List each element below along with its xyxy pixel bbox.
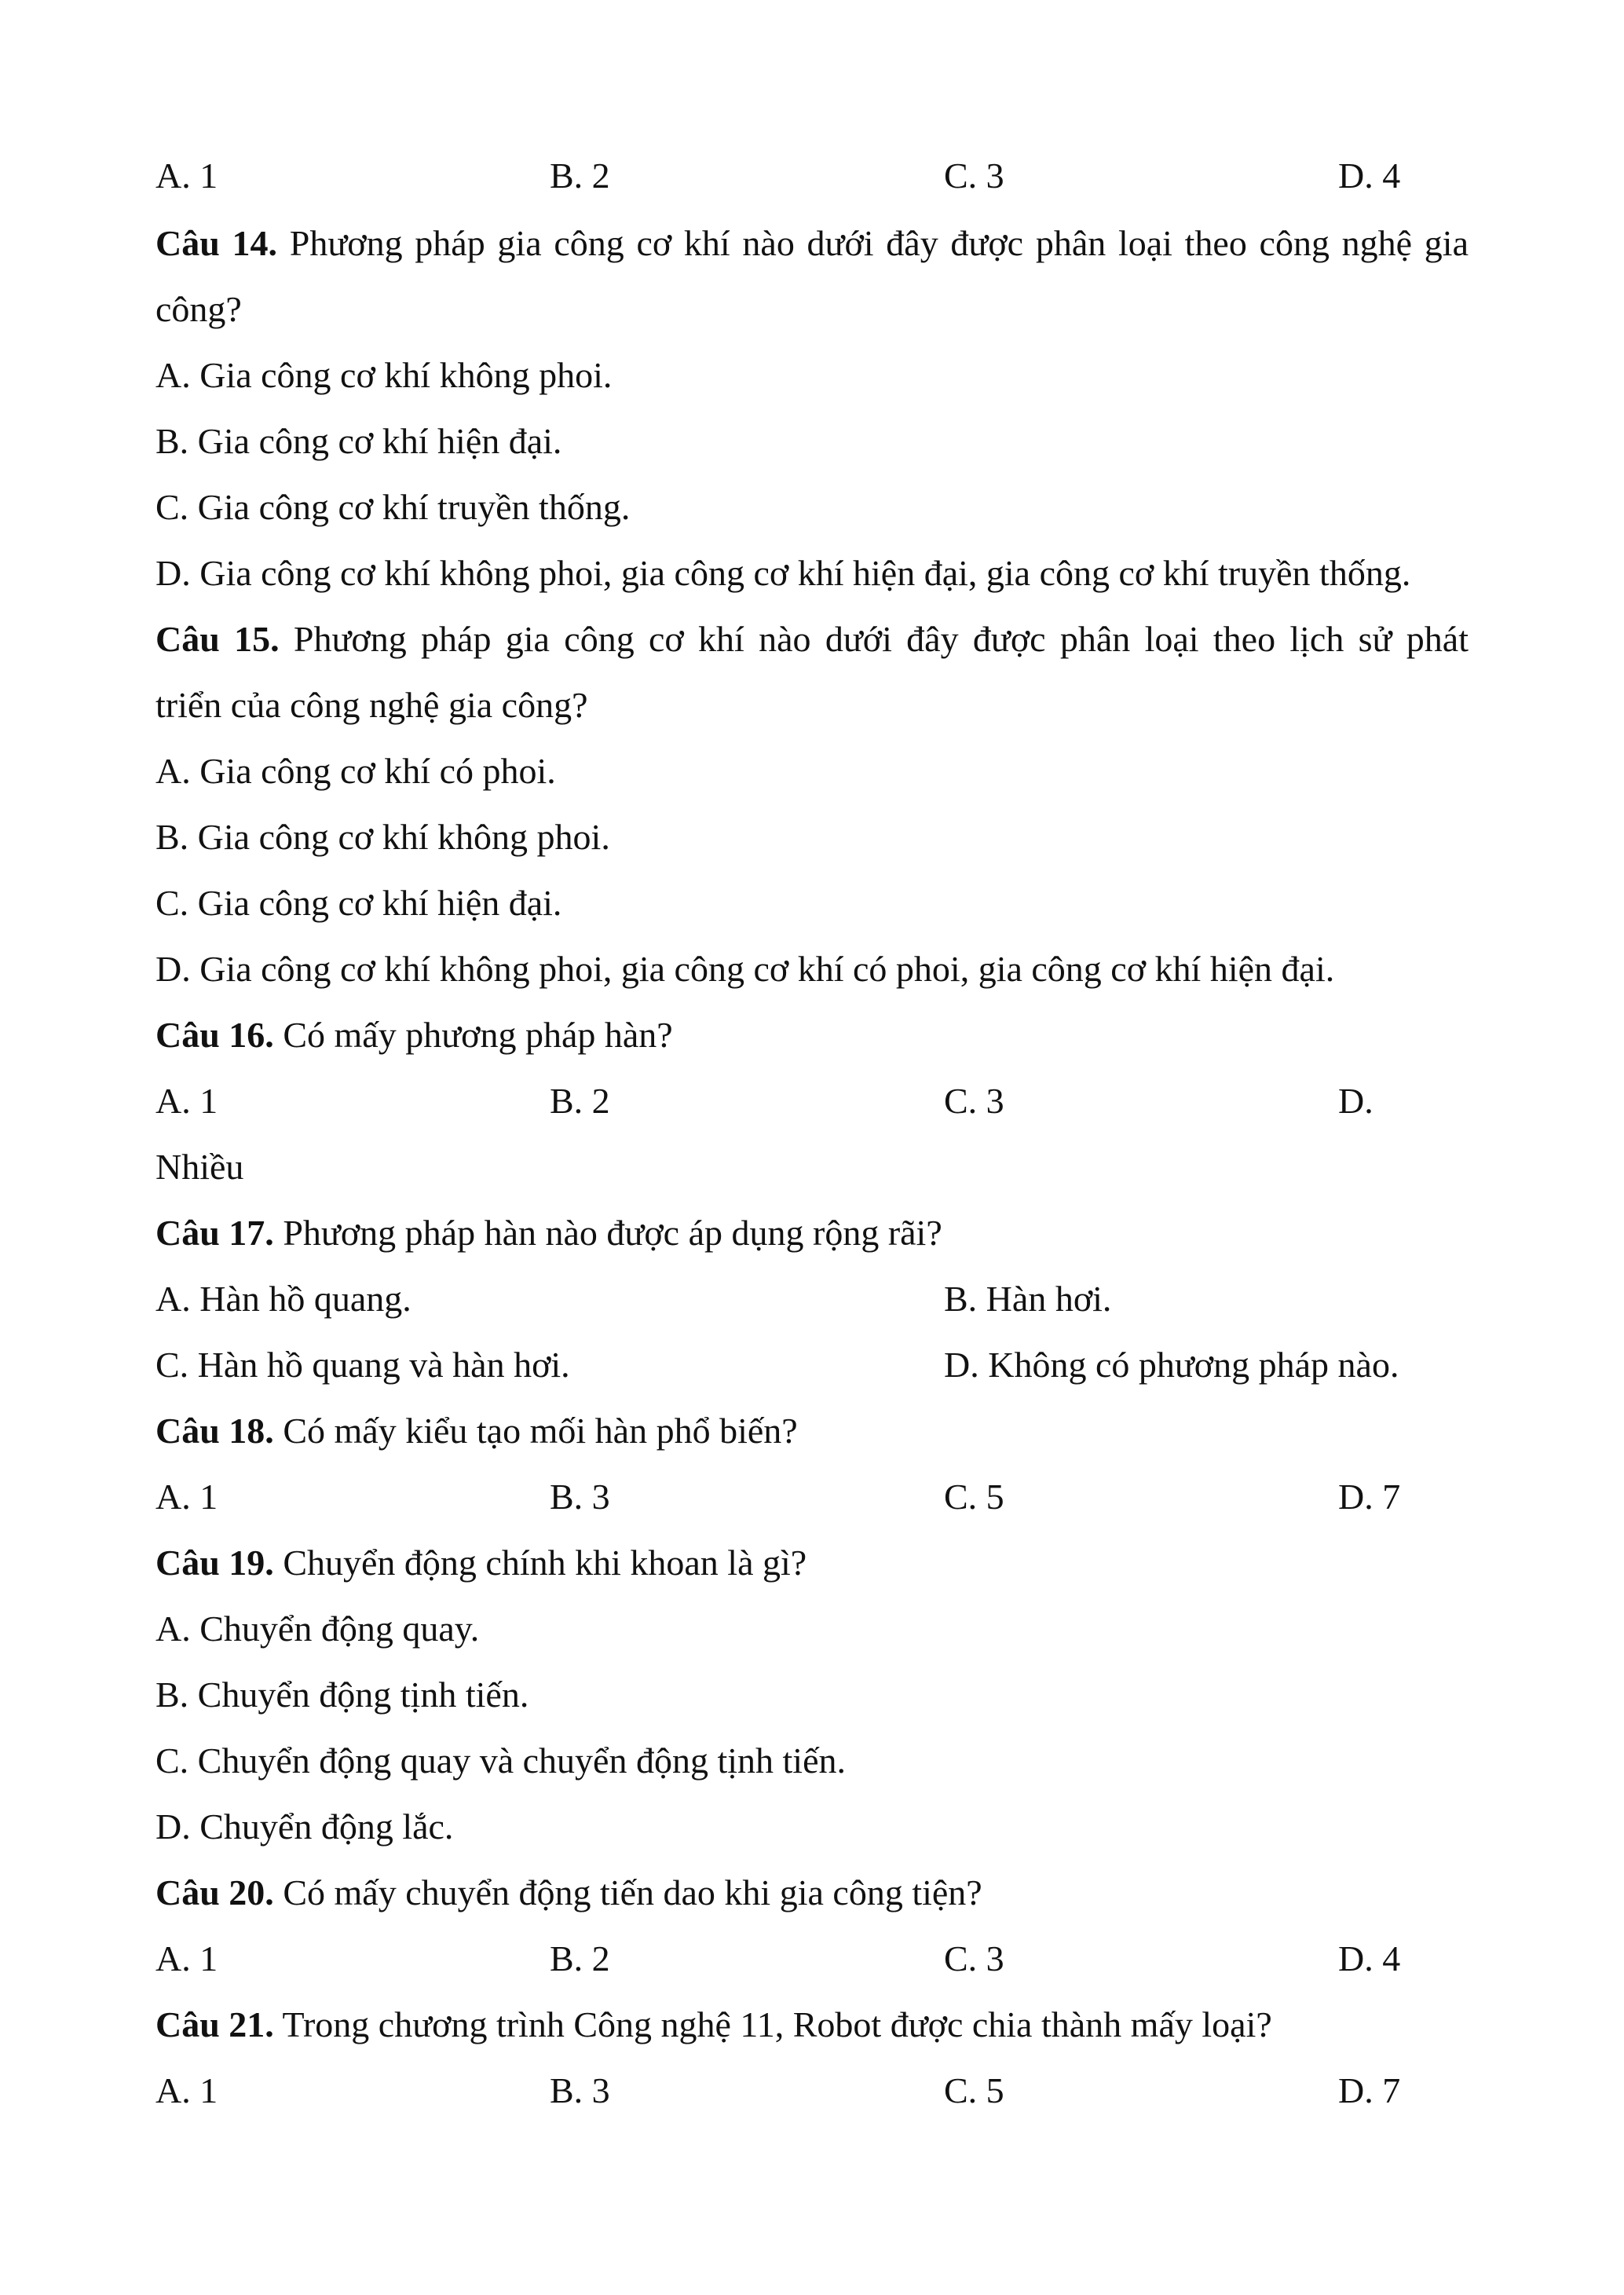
q20-question [155,1871,982,1915]
q16-option-a: A. 1 [155,1081,218,1121]
q17-text: Phương pháp hàn nào được áp dụng rộng rãi? [273,1213,942,1253]
q13-option-a: A. 1 [155,156,218,196]
q19-label: Câu 19. [155,1543,274,1583]
q20-label: Câu 20. [155,1872,274,1912]
q13-option-d: D. 4 [1338,156,1401,196]
q19-text: Chuyển động chính khi khoan là gì? [273,1543,807,1583]
q14-question [155,221,1469,265]
q15-question [155,617,1469,661]
q18-option-d: D. 7 [1338,1477,1401,1517]
q15-question-cont: triển của công nghệ gia công? [155,685,588,725]
q21-question [155,2003,1272,2047]
q16-option-b: B. 2 [550,1081,610,1121]
q13-option-c: C. 3 [944,156,1004,196]
q19-option-b: B. Chuyển động tịnh tiến. [155,1675,529,1715]
q18-option-b: B. 3 [550,1477,610,1517]
q16-option-c: C. 3 [944,1081,1004,1121]
q14-option-c: C. Gia công cơ khí truyền thống. [155,487,631,527]
q20-text: Có mấy chuyển động tiến dao khi gia công tiện? [273,1872,982,1912]
q15-label: Câu 15. [155,619,280,659]
q17-option-a: A. Hàn hồ quang. [155,1279,411,1319]
q21-text: Trong chương trình Công nghệ 11, Robot được chia thành mấy loại? [273,2004,1272,2044]
q21-option-a: A. 1 [155,2070,218,2110]
q14-option-d: D. Gia công cơ khí không phoi, gia công cơ khí hiện đại, gia công cơ khí truyền thống. [155,553,1411,593]
q16-question [155,1013,673,1057]
q15-text: Phương pháp gia công cơ khí nào dưới đây được phân loại theo lịch sử phát [279,619,1469,659]
q21-option-d: D. 7 [1338,2070,1401,2110]
q21-option-c: C. 5 [944,2070,1004,2110]
q19-question [155,1541,807,1585]
q20-option-a: A. 1 [155,1938,218,1978]
q13-option-b: B. 2 [550,156,610,196]
q14-label: Câu 14. [155,223,278,263]
q15-option-b: B. Gia công cơ khí không phoi. [155,817,610,857]
q20-option-b: B. 2 [550,1938,610,1978]
q14-text: Phương pháp gia công cơ khí nào dưới đây được phân loại theo công nghệ gia [277,223,1469,263]
q17-label: Câu 17. [155,1213,274,1253]
q16-option-d: D. [1338,1081,1373,1121]
q17-option-c: C. Hàn hồ quang và hàn hơi. [155,1345,570,1385]
q14-question-cont: công? [155,289,242,329]
q19-option-c: C. Chuyển động quay và chuyển động tịnh tiến. [155,1740,846,1781]
q17-option-b: B. Hàn hơi. [944,1279,1112,1319]
q15-option-d: D. Gia công cơ khí không phoi, gia công cơ khí có phoi, gia công cơ khí hiện đại. [155,949,1335,989]
q19-option-d: D. Chuyển động lắc. [155,1806,454,1847]
q14-option-a: A. Gia công cơ khí không phoi. [155,355,613,395]
q18-option-c: C. 5 [944,1477,1004,1517]
q20-option-c: C. 3 [944,1938,1004,1978]
q14-option-b: B. Gia công cơ khí hiện đại. [155,421,562,461]
q21-label: Câu 21. [155,2004,274,2044]
q16-text: Có mấy phương pháp hàn? [273,1015,673,1055]
q15-option-c: C. Gia công cơ khí hiện đại. [155,883,562,923]
q19-option-a: A. Chuyển động quay. [155,1609,480,1649]
q15-option-a: A. Gia công cơ khí có phoi. [155,751,556,791]
q21-option-b: B. 3 [550,2070,610,2110]
q18-label: Câu 18. [155,1411,274,1451]
q17-question [155,1211,942,1255]
q17-option-d: D. Không có phương pháp nào. [944,1345,1399,1385]
q16-option-d-wrap: Nhiều [155,1147,244,1187]
q20-option-d: D. 4 [1338,1938,1401,1978]
q18-text: Có mấy kiểu tạo mối hàn phổ biến? [273,1411,798,1451]
q18-question [155,1409,798,1453]
q16-label: Câu 16. [155,1015,274,1055]
q18-option-a: A. 1 [155,1477,218,1517]
